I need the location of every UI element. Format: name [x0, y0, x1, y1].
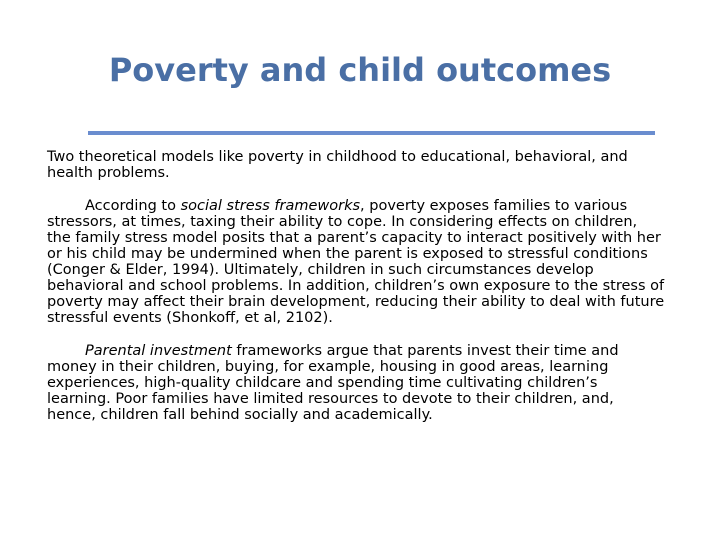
paragraph-lead: According to: [85, 198, 181, 214]
parental-investment-text: frameworks argue that parents invest their time and money in their children, buying, for example, housing in good areas, learning experiences, high-quality childcare and spending time cultivating children’s learning. Poor families have limited resources to devote to their children, and, hence, children fall behind socially and academically.: [47, 343, 619, 423]
social-stress-paragraph: [47, 198, 665, 326]
social-stress-term: social stress frameworks: [180, 198, 361, 214]
intro-paragraph: Two theoretical models like poverty in childhood to educational, behavioral, and health problems.: [47, 149, 628, 181]
social-stress-text: , poverty exposes families to various stressors, at times, taxing their ability to cope. In considering effects on children, the family stress model posits that a parent’s capacity to interact positively with her or his child may be undermined when the parent is exposed to stressful conditions (Conger & Elder, 1994). Ultimately, children in such circumstances develop behavioral and school problems. In addition, children’s own exposure to the stress of poverty may affect their brain development, reducing their ability to deal with future stressful events (Shonkoff, et al, 2102).: [47, 198, 665, 326]
slide-title: Poverty and child outcomes: [108, 51, 612, 89]
parental-investment-term: Parental investment: [85, 343, 232, 359]
title-underline-rule: [88, 131, 655, 135]
slide-body: [47, 149, 665, 423]
parental-investment-paragraph: [47, 343, 665, 423]
